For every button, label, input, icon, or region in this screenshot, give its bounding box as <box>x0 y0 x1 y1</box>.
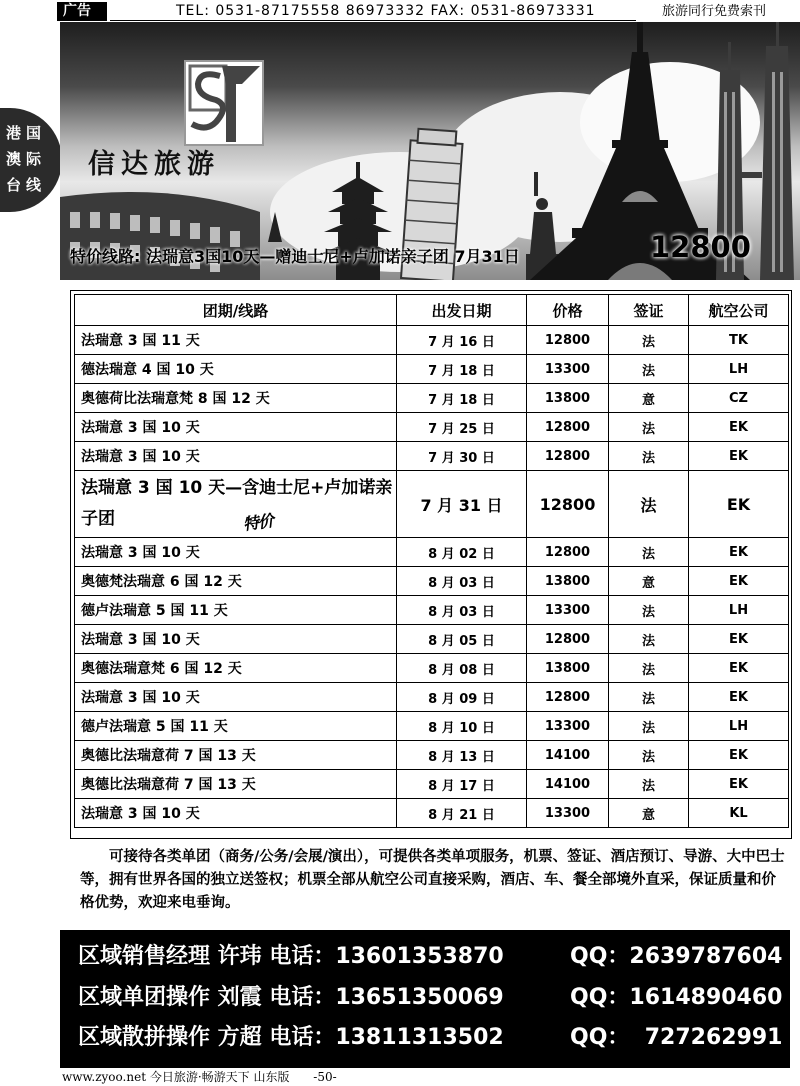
footer-text: www.zyoo.net 今日旅游·畅游天下 山东版 <box>62 1070 290 1084</box>
date-cell: 8 月 05 日 <box>397 625 527 654</box>
brand-logo <box>184 60 264 146</box>
route-cell: 法瑞意 3 国 10 天 <box>75 538 397 567</box>
contact-row <box>78 944 783 970</box>
visa-cell: 意 <box>609 567 689 596</box>
tour-schedule-table <box>74 294 789 828</box>
st-logo-icon <box>186 62 262 144</box>
price-cell: 14100 <box>527 741 609 770</box>
promo-price: 12800 <box>650 230 751 264</box>
airline-cell: EK <box>689 770 789 799</box>
route-cell: 德卢法瑞意 5 国 11 天 <box>75 596 397 625</box>
price-cell: 13300 <box>527 799 609 828</box>
table-row <box>75 596 789 625</box>
table-row <box>75 683 789 712</box>
price-cell: 14100 <box>527 770 609 799</box>
spire-icon <box>268 212 282 242</box>
service-description: 可接待各类单团（商务/公务/会展/演出），可提供各类单项服务，机票、签证、酒店预订、导游、大中巴士等，拥有世界各国的独立送签权；机票全部从航空公司直接采购，酒店、车、餐全部境外直采，保证质量和价格优势，欢迎来电垂询。 <box>80 849 785 911</box>
route-cell: 奥德荷比法瑞意梵 8 国 12 天 <box>75 384 397 413</box>
contact-row <box>78 985 783 1011</box>
contact-underline <box>110 20 636 21</box>
visa-cell: 法 <box>609 625 689 654</box>
price-cell: 12800 <box>527 471 609 538</box>
visa-cell: 法 <box>609 712 689 741</box>
visa-cell: 意 <box>609 799 689 828</box>
airline-cell: KL <box>689 799 789 828</box>
page-footer <box>62 1070 337 1084</box>
table-row <box>75 355 789 384</box>
contact-qq: QQ： 727262991 <box>570 1025 783 1050</box>
table-row <box>75 442 789 471</box>
table-row <box>75 799 789 828</box>
visa-cell: 法 <box>609 770 689 799</box>
visa-cell: 法 <box>609 355 689 384</box>
table-row <box>75 625 789 654</box>
section-side-tab <box>0 108 62 212</box>
visa-cell: 法 <box>609 683 689 712</box>
table-row <box>75 654 789 683</box>
date-cell: 8 月 09 日 <box>397 683 527 712</box>
side-tab-char: 港 <box>6 124 22 142</box>
visa-cell: 法 <box>609 442 689 471</box>
side-tab-char: 澳 <box>6 150 22 168</box>
date-cell: 7 月 30 日 <box>397 442 527 471</box>
route-cell: 法瑞意 3 国 10 天 <box>75 799 397 828</box>
airline-cell: EK <box>689 654 789 683</box>
brand-name: 信达旅游 <box>88 149 220 180</box>
tour-table-frame <box>70 290 792 839</box>
price-cell: 12800 <box>527 326 609 355</box>
side-tab-char: 际 <box>26 150 42 168</box>
date-cell: 8 月 08 日 <box>397 654 527 683</box>
date-cell: 7 月 16 日 <box>397 326 527 355</box>
col-header-price: 价格 <box>527 295 609 326</box>
airline-cell: EK <box>689 442 789 471</box>
col-header-airline: 航空公司 <box>689 295 789 326</box>
visa-cell: 法 <box>609 413 689 442</box>
airline-cell: TK <box>689 326 789 355</box>
contact-person: 区域销售经理 许玮 电话：13601353870 <box>78 944 504 969</box>
airline-cell: EK <box>689 471 789 538</box>
route-cell: 奥德比法瑞意荷 7 国 13 天 <box>75 741 397 770</box>
airline-cell: EK <box>689 413 789 442</box>
visa-cell: 法 <box>609 741 689 770</box>
airline-cell: LH <box>689 596 789 625</box>
contact-person: 区域单团操作 刘霞 电话：13651350069 <box>78 985 504 1010</box>
col-header-date: 出发日期 <box>397 295 527 326</box>
date-cell: 8 月 10 日 <box>397 712 527 741</box>
side-tab-char: 线 <box>26 176 42 194</box>
contact-person: 区域散拼操作 方超 电话：13811313502 <box>78 1025 504 1050</box>
table-row <box>75 770 789 799</box>
table-row-featured <box>75 471 789 538</box>
contact-qq: QQ：2639787604 <box>570 944 783 969</box>
airline-cell: CZ <box>689 384 789 413</box>
airline-cell: EK <box>689 741 789 770</box>
table-row <box>75 326 789 355</box>
table-row <box>75 712 789 741</box>
route-cell: 法瑞意 3 国 10 天 <box>75 442 397 471</box>
contacts-panel <box>60 930 790 1068</box>
route-cell: 法瑞意 3 国 10 天 <box>75 413 397 442</box>
date-cell: 8 月 17 日 <box>397 770 527 799</box>
price-cell: 12800 <box>527 442 609 471</box>
contact-row <box>78 1025 783 1051</box>
ad-label: 广告 <box>57 2 107 21</box>
date-cell: 7 月 31 日 <box>397 471 527 538</box>
airline-cell: LH <box>689 355 789 384</box>
promo-line: 特价线路: 法瑞意3国10天—赠迪士尼+卢加诺亲子团 7月31日 <box>70 247 520 266</box>
price-cell: 13300 <box>527 596 609 625</box>
visa-cell: 意 <box>609 384 689 413</box>
visa-cell: 法 <box>609 596 689 625</box>
date-cell: 7 月 18 日 <box>397 384 527 413</box>
table-header-row <box>75 295 789 326</box>
price-cell: 12800 <box>527 413 609 442</box>
price-cell: 13800 <box>527 567 609 596</box>
date-cell: 8 月 03 日 <box>397 596 527 625</box>
side-tab-char: 台 <box>6 176 22 194</box>
price-cell: 13300 <box>527 355 609 384</box>
top-bar <box>0 0 800 22</box>
route-text: 法瑞意 3 国 10 天—含迪士尼+卢加诺亲子团 <box>81 478 393 529</box>
route-cell: 奥德比法瑞意荷 7 国 13 天 <box>75 770 397 799</box>
airline-cell: EK <box>689 538 789 567</box>
date-cell: 8 月 13 日 <box>397 741 527 770</box>
visa-cell: 法 <box>609 538 689 567</box>
airline-cell: EK <box>689 567 789 596</box>
table-row <box>75 538 789 567</box>
price-cell: 12800 <box>527 625 609 654</box>
price-cell: 13800 <box>527 384 609 413</box>
page-number: -50- <box>313 1070 337 1084</box>
price-cell: 12800 <box>527 683 609 712</box>
route-cell: 法瑞意 3 国 10 天 <box>75 683 397 712</box>
visa-cell: 法 <box>609 326 689 355</box>
price-cell: 12800 <box>527 538 609 567</box>
table-row <box>75 741 789 770</box>
table-row <box>75 567 789 596</box>
route-cell: 法瑞意 3 国 10 天 <box>75 625 397 654</box>
col-header-visa: 签证 <box>609 295 689 326</box>
index-label: 旅游同行免费索刊 <box>662 4 767 19</box>
airline-cell: EK <box>689 683 789 712</box>
airline-cell: LH <box>689 712 789 741</box>
date-cell: 7 月 18 日 <box>397 355 527 384</box>
route-cell: 法瑞意 3 国 11 天 <box>75 326 397 355</box>
contact-line: TEL: 0531-87175558 86973332 FAX: 0531-86973331 <box>176 3 596 19</box>
price-cell: 13300 <box>527 712 609 741</box>
table-row <box>75 413 789 442</box>
col-header-route: 团期/线路 <box>75 295 397 326</box>
price-cell: 13800 <box>527 654 609 683</box>
special-price-tag: 特价 <box>241 511 275 534</box>
visa-cell: 法 <box>609 471 689 538</box>
route-cell: 奥德梵法瑞意 6 国 12 天 <box>75 567 397 596</box>
date-cell: 8 月 21 日 <box>397 799 527 828</box>
visa-cell: 法 <box>609 654 689 683</box>
table-row <box>75 384 789 413</box>
airline-cell: EK <box>689 625 789 654</box>
side-tab-char: 国 <box>26 124 42 142</box>
route-cell: 德法瑞意 4 国 10 天 <box>75 355 397 384</box>
route-cell <box>75 471 397 538</box>
route-cell: 德卢法瑞意 5 国 11 天 <box>75 712 397 741</box>
date-cell: 8 月 02 日 <box>397 538 527 567</box>
date-cell: 8 月 03 日 <box>397 567 527 596</box>
date-cell: 7 月 25 日 <box>397 413 527 442</box>
route-cell: 奥德法瑞意梵 6 国 12 天 <box>75 654 397 683</box>
contact-qq: QQ：1614890460 <box>570 985 783 1010</box>
